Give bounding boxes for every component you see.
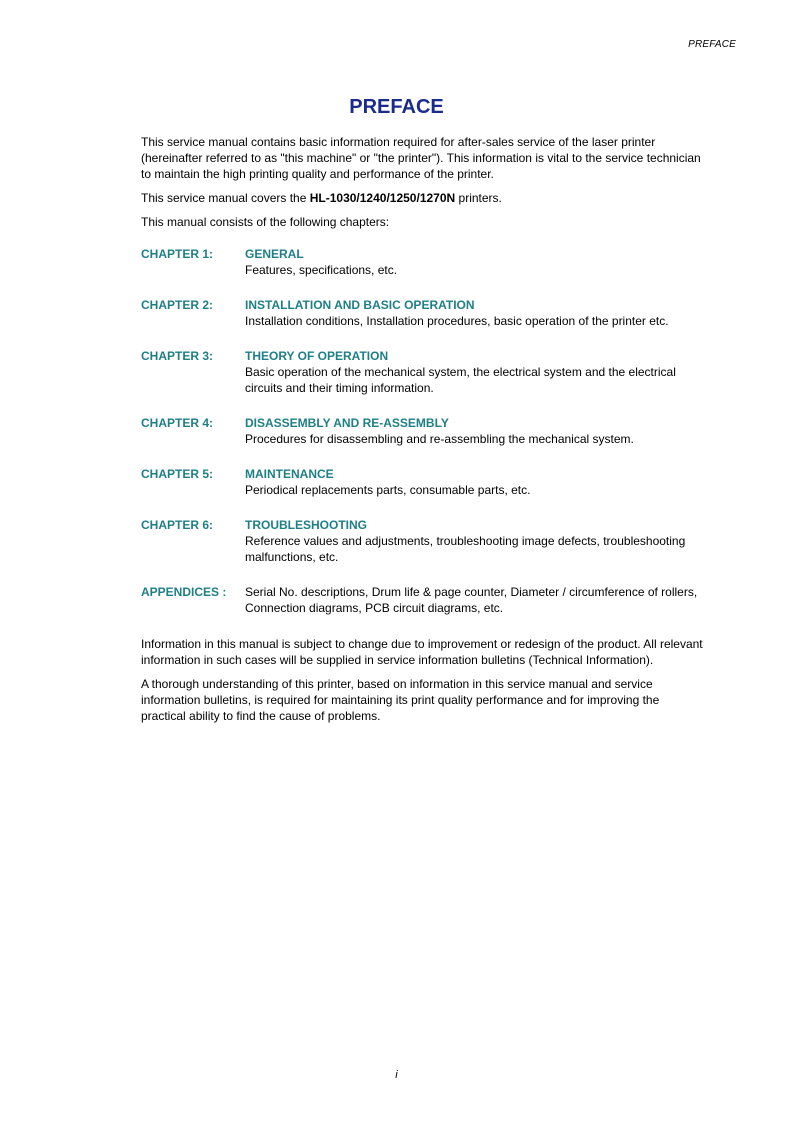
- chapter-description: Procedures for disassembling and re-assembling the mechanical system.: [245, 432, 634, 446]
- page-number: i: [395, 1069, 398, 1081]
- intro-paragraph-3: This manual consists of the following chapters:: [141, 215, 390, 229]
- chapter-title: TROUBLESHOOTING: [245, 518, 367, 532]
- chapter-body: [245, 348, 706, 396]
- closing-section: [141, 636, 706, 724]
- chapter-label: CHAPTER 6:: [141, 518, 214, 532]
- chapter-item-6: [141, 517, 706, 565]
- chapter-item-1: [141, 246, 706, 278]
- chapter-item-3: [141, 348, 706, 396]
- intro-paragraph-1: This service manual contains basic information required for after-sales service of the laser printer (hereinafter referred to as "this machine" or "the printer"). This information is vital to the service technician to maintain the high printing quality and performance of the printer.: [141, 135, 701, 181]
- chapter-title: GENERAL: [245, 247, 304, 261]
- chapter-description: Basic operation of the mechanical system, the electrical system and the electrical circuits and their timing information.: [245, 365, 676, 395]
- closing-paragraph-2: A thorough understanding of this printer, based on information in this service manual and service information bulletins, is required for maintaining its print quality performance and for improving the practical ability to find the cause of problems.: [141, 677, 660, 723]
- chapter-body: [245, 246, 706, 278]
- running-header: PREFACE: [688, 39, 736, 50]
- chapter-description: Periodical replacements parts, consumable parts, etc.: [245, 483, 531, 497]
- appendices-item: [141, 584, 706, 616]
- chapter-label: CHAPTER 2:: [141, 298, 214, 312]
- chapter-item-5: [141, 466, 706, 498]
- chapter-body: [245, 517, 706, 565]
- chapter-item-4: [141, 415, 706, 447]
- chapter-label: CHAPTER 1:: [141, 247, 214, 261]
- chapter-item-2: [141, 297, 706, 329]
- closing-paragraph-1: Information in this manual is subject to change due to improvement or redesign of the product. All relevant information in such cases will be supplied in service information bulletins (Technical Information).: [141, 637, 703, 667]
- chapter-body: [245, 466, 706, 498]
- chapter-list: [141, 246, 706, 616]
- intro-paragraph-2: [141, 190, 706, 206]
- chapter-title: MAINTENANCE: [245, 467, 334, 481]
- chapter-body: [245, 584, 706, 616]
- page-title: PREFACE: [349, 96, 444, 118]
- chapter-description: Features, specifications, etc.: [245, 263, 398, 277]
- chapter-title: INSTALLATION AND BASIC OPERATION: [245, 298, 475, 312]
- appendices-description: Serial No. descriptions, Drum life & page counter, Diameter / circumference of rollers, Connection diagrams, PCB circuit diagrams, etc.: [245, 585, 698, 615]
- chapter-title: DISASSEMBLY AND RE-ASSEMBLY: [245, 416, 449, 430]
- chapter-description: Installation conditions, Installation procedures, basic operation of the printer etc.: [245, 314, 669, 328]
- chapter-body: [245, 297, 706, 329]
- intro-p2-suffix: printers.: [455, 191, 502, 205]
- model-numbers: HL-1030/1240/1250/1270N: [309, 191, 456, 205]
- intro-p2-prefix: This service manual covers the: [141, 191, 310, 205]
- chapter-label: CHAPTER 4:: [141, 416, 214, 430]
- preface-content: [141, 134, 706, 732]
- appendices-label: APPENDICES :: [141, 585, 227, 599]
- chapter-title: THEORY OF OPERATION: [245, 349, 389, 363]
- chapter-body: [245, 415, 706, 447]
- chapter-label: CHAPTER 3:: [141, 349, 214, 363]
- chapter-description: Reference values and adjustments, troubleshooting image defects, troubleshooting malfunctions, etc.: [245, 534, 686, 564]
- chapter-label: CHAPTER 5:: [141, 467, 214, 481]
